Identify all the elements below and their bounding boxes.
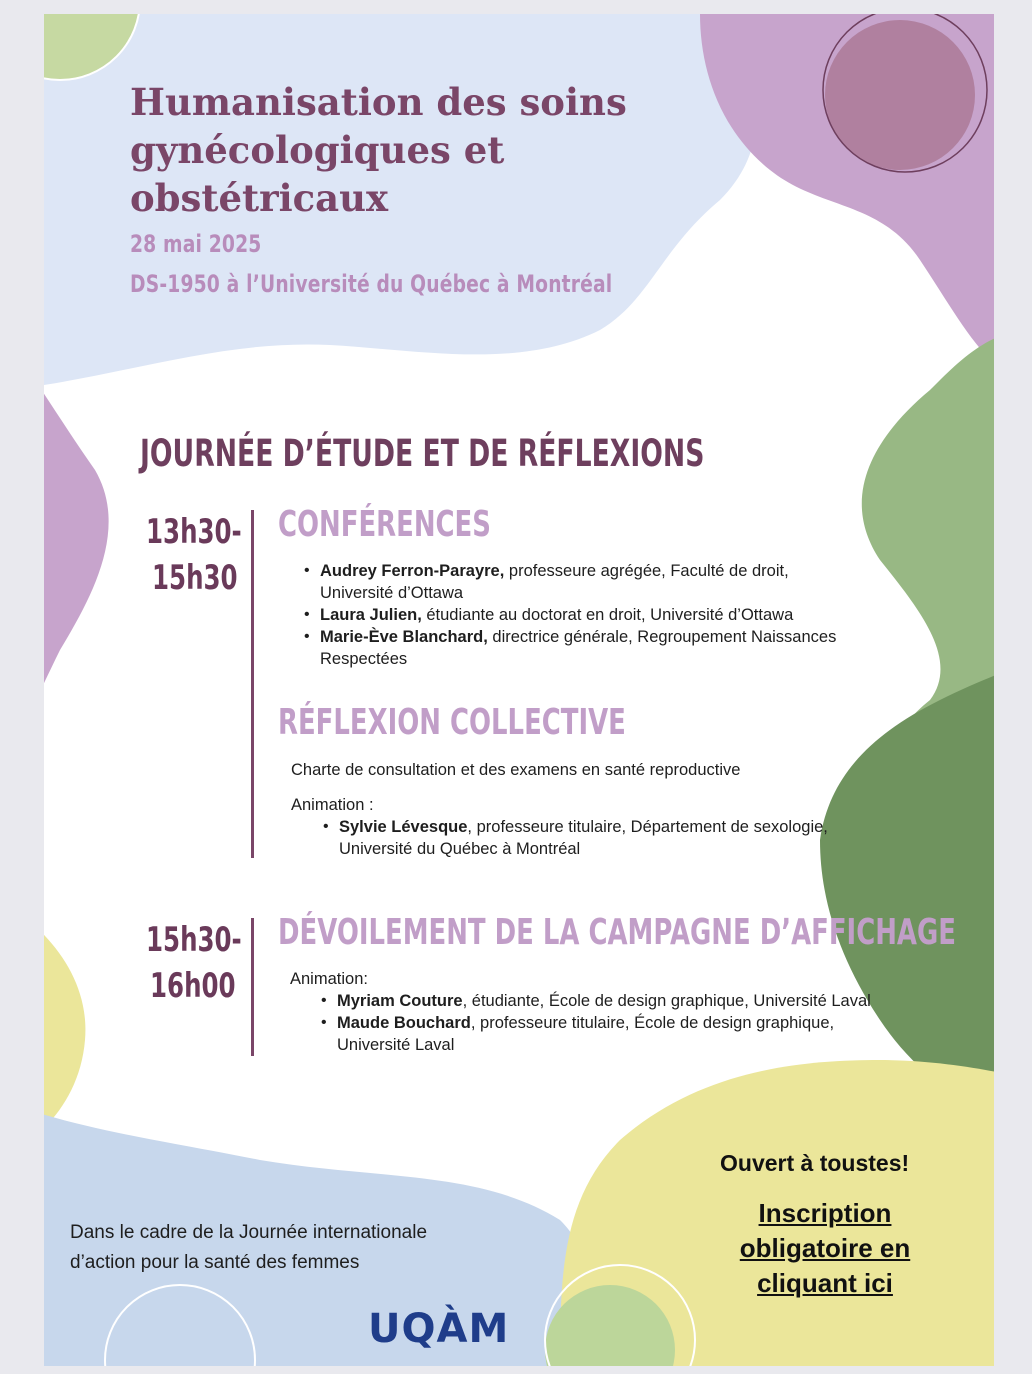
animator-item: • Sylvie Lévesque, professeure titulaire, Département de sexologie, Université du Québec à Montréal: [339, 816, 859, 860]
reflexion-topic: Charte de consultation et des examens en santé reproductive: [291, 761, 741, 779]
conferences-heading: CONFÉRENCES: [278, 504, 491, 545]
animator-item: • Myriam Couture, étudiante, École de design graphique, Université Laval: [337, 990, 897, 1012]
block2-divider: [251, 918, 254, 1056]
register-link[interactable]: Inscription obligatoire en cliquant ici: [739, 1198, 911, 1298]
speaker-item: • Laura Julien, étudiante au doctorat en droit, Université d’Ottawa: [320, 604, 840, 626]
campaign-animation-label: Animation:: [290, 970, 368, 988]
purple-blob-left: [44, 330, 109, 740]
event-date: 28 mai 2025: [130, 230, 262, 258]
block1-divider: [251, 510, 254, 858]
campaign-animator-list: [319, 990, 897, 1056]
event-location: DS-1950 à l’Université du Québec à Montréal: [130, 270, 613, 298]
uqam-logo: UQÀM: [368, 1306, 510, 1352]
block2-time-start: 15h30-: [146, 920, 242, 960]
poster-page: [44, 14, 994, 1366]
block1-time-end: 15h30: [152, 558, 238, 598]
event-title: Humanisation des soins gynécologiques et obstétricaux: [130, 80, 627, 220]
reflexion-animator-list: [321, 816, 859, 860]
reflexion-heading: RÉFLEXION COLLECTIVE: [278, 702, 626, 743]
context-text: Dans le cadre de la Journée internationale d’action pour la santé des femmes: [70, 1222, 428, 1273]
open-to-all-text: Ouvert à toustes!: [720, 1150, 910, 1176]
program-heading: JOURNÉE D’ÉTUDE ET DE RÉFLEXIONS: [140, 432, 705, 475]
animator-item: • Maude Bouchard, professeure titulaire, École de design graphique, Université Laval: [337, 1012, 897, 1056]
reflexion-animation-label: Animation :: [291, 796, 374, 814]
conferences-speaker-list: [302, 560, 840, 670]
block2-time-end: 16h00: [150, 966, 236, 1006]
speaker-item: • Marie-Ève Blanchard, directrice générale, Regroupement Naissances Respectées: [320, 626, 840, 670]
campaign-heading: DÉVOILEMENT DE LA CAMPAGNE D’AFFICHAGE: [278, 912, 956, 953]
block1-time-start: 13h30-: [146, 512, 242, 552]
speaker-item: • Audrey Ferron-Parayre, professeure agrégée, Faculté de droit, Université d’Ottawa: [320, 560, 840, 604]
